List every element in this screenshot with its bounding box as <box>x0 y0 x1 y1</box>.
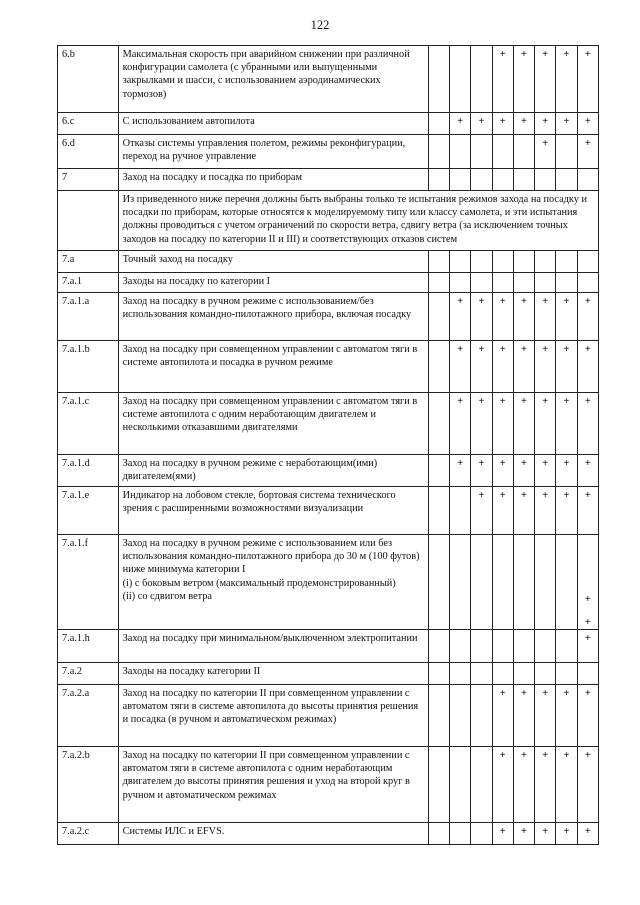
mark-cell: + <box>556 747 577 823</box>
table-row <box>58 169 599 191</box>
mark-cell: + <box>513 113 534 135</box>
mark-cell: + <box>450 293 471 341</box>
row-description: Заход на посадку при минимальном/выключенном электропитании <box>118 630 428 663</box>
mark-cell: + <box>535 46 556 113</box>
mark-cell <box>471 169 492 191</box>
mark-cell <box>535 273 556 293</box>
mark-cell <box>471 747 492 823</box>
mark-cell: + <box>471 113 492 135</box>
row-code <box>58 191 119 251</box>
mark-cell: + <box>450 393 471 455</box>
mark-cell: + <box>556 685 577 747</box>
mark-cell <box>513 251 534 273</box>
row-description: Заходы на посадку по категории I <box>118 273 428 293</box>
mark-cell <box>428 251 449 273</box>
mark-cell: + <box>535 113 556 135</box>
mark-cell: + <box>513 487 534 535</box>
row-code: 7.a.1 <box>58 273 119 293</box>
mark-cell: + <box>535 455 556 487</box>
mark-cell <box>471 823 492 845</box>
mark-cell: + <box>577 341 598 393</box>
mark-cell: + <box>492 46 513 113</box>
mark-cell <box>471 663 492 685</box>
mark-cell: + <box>556 487 577 535</box>
mark-cell <box>471 46 492 113</box>
row-description: Заход на посадку в ручном режиме с использованием или без использования командно-пилотажного прибора до 30 м (100 футов) ниже минимума категории I (i) с боковым ветром (максимальный продемонстрированный) (ii) со сдвигом ветра <box>118 535 428 630</box>
table-row <box>58 191 599 251</box>
mark-cell: + <box>577 487 598 535</box>
mark-cell: + <box>556 293 577 341</box>
mark-cell: + <box>577 135 598 169</box>
table-row <box>58 46 599 113</box>
mark-cell: + <box>471 293 492 341</box>
mark-cell <box>450 46 471 113</box>
table-row <box>58 487 599 535</box>
mark-cell <box>492 251 513 273</box>
row-description: Индикатор на лобовом стекле, бортовая система технического зрения с расширенными возможностями визуализации <box>118 487 428 535</box>
mark-cell: + <box>513 747 534 823</box>
mark-cell <box>577 273 598 293</box>
mark-cell: + + <box>577 535 598 630</box>
mark-cell <box>577 663 598 685</box>
mark-cell <box>450 823 471 845</box>
mark-cell: + <box>577 113 598 135</box>
mark-cell: + <box>492 113 513 135</box>
table-body <box>58 46 599 845</box>
row-description: Заход на посадку по категории II при совмещенном управлении с автоматом тяги в системе автопилота до высоты принятия решения и посадка (в ручном и автоматическом режимах) <box>118 685 428 747</box>
mark-cell <box>428 455 449 487</box>
row-description: Заход на посадку при совмещенном управлении с автоматом тяги в системе автопилота с одним неработающим двигателем и несколькими отказавшими двигателями <box>118 393 428 455</box>
table-row <box>58 293 599 341</box>
row-code: 6.d <box>58 135 119 169</box>
mark-cell <box>428 685 449 747</box>
row-description: Системы ИЛС и EFVS. <box>118 823 428 845</box>
mark-cell: + <box>556 393 577 455</box>
row-code: 7.a.2.a <box>58 685 119 747</box>
mark-cell: + <box>556 823 577 845</box>
row-description: С использованием автопилота <box>118 113 428 135</box>
mark-cell: + <box>450 341 471 393</box>
mark-cell <box>428 393 449 455</box>
mark-cell <box>428 293 449 341</box>
mark-cell <box>513 535 534 630</box>
mark-cell: + <box>577 630 598 663</box>
mark-cell: + <box>450 455 471 487</box>
mark-cell: + <box>492 747 513 823</box>
mark-cell <box>428 663 449 685</box>
table-row <box>58 251 599 273</box>
row-description: Точный заход на посадку <box>118 251 428 273</box>
mark-cell <box>428 747 449 823</box>
mark-cell: + <box>492 293 513 341</box>
mark-cell: + <box>471 455 492 487</box>
mark-cell <box>513 630 534 663</box>
mark-cell <box>471 630 492 663</box>
mark-cell <box>450 685 471 747</box>
mark-cell <box>513 169 534 191</box>
mark-cell: + <box>535 747 556 823</box>
mark-cell: + <box>513 393 534 455</box>
mark-cell <box>450 251 471 273</box>
row-description: Отказы системы управления полетом, режимы реконфигурации, переход на ручное управление <box>118 135 428 169</box>
row-description: Заход на посадку при совмещенном управлении с автоматом тяги в системе автопилота и посадка в ручном режиме <box>118 341 428 393</box>
row-description: Заход на посадку в ручном режиме с использованием/без использования командно-пилотажного прибора, включая посадку <box>118 293 428 341</box>
row-code: 7 <box>58 169 119 191</box>
mark-cell <box>556 135 577 169</box>
table-row <box>58 663 599 685</box>
mark-cell <box>450 487 471 535</box>
mark-cell: + <box>535 487 556 535</box>
mark-cell <box>556 169 577 191</box>
table-row <box>58 393 599 455</box>
mark-cell <box>556 630 577 663</box>
mark-cell <box>428 169 449 191</box>
row-code: 6.c <box>58 113 119 135</box>
row-description: Заход на посадку по категории II при совмещенном управлении с автоматом тяги в системе автопилота с одним неработающим двигателем до высоты принятия решения и уход на второй круг в ручном и автоматическом режимах <box>118 747 428 823</box>
row-code: 7.a.1.c <box>58 393 119 455</box>
mark-cell <box>450 169 471 191</box>
mark-cell <box>513 273 534 293</box>
mark-cell <box>428 273 449 293</box>
mark-cell <box>492 663 513 685</box>
table-row <box>58 747 599 823</box>
table-row <box>58 135 599 169</box>
mark-cell: + <box>492 393 513 455</box>
mark-cell <box>450 663 471 685</box>
row-code: 7.a <box>58 251 119 273</box>
mark-cell <box>428 113 449 135</box>
mark-cell: + <box>535 135 556 169</box>
table-row <box>58 273 599 293</box>
mark-cell <box>556 535 577 630</box>
table-row <box>58 341 599 393</box>
mark-cell <box>556 273 577 293</box>
row-code: 7.a.1.b <box>58 341 119 393</box>
mark-cell: + <box>513 823 534 845</box>
row-code: 6.b <box>58 46 119 113</box>
mark-cell <box>450 135 471 169</box>
mark-cell: + <box>577 46 598 113</box>
mark-cell <box>450 630 471 663</box>
mark-cell: + <box>577 455 598 487</box>
table-row <box>58 455 599 487</box>
mark-cell <box>428 630 449 663</box>
mark-cell <box>577 169 598 191</box>
mark-cell <box>535 663 556 685</box>
table-row <box>58 113 599 135</box>
mark-cell <box>492 535 513 630</box>
mark-cell: + <box>450 113 471 135</box>
mark-cell: + <box>535 293 556 341</box>
mark-cell <box>471 273 492 293</box>
mark-cell: + <box>577 747 598 823</box>
mark-cell <box>577 251 598 273</box>
mark-cell: + <box>513 455 534 487</box>
mark-cell <box>428 135 449 169</box>
mark-cell <box>513 135 534 169</box>
mark-cell <box>535 630 556 663</box>
mark-cell: + <box>513 341 534 393</box>
mark-cell: + <box>577 293 598 341</box>
mark-cell <box>450 273 471 293</box>
mark-cell: + <box>577 393 598 455</box>
mark-cell <box>535 169 556 191</box>
mark-cell: + <box>556 341 577 393</box>
row-description: Максимальная скорость при аварийном снижении при различной конфигурации самолета (с убранными или выпущенными закрылками и шасси, с использованием аэродинамических тормозов) <box>118 46 428 113</box>
mark-cell <box>428 46 449 113</box>
mark-cell: + <box>492 487 513 535</box>
mark-cell <box>428 823 449 845</box>
mark-cell: + <box>535 823 556 845</box>
mark-cell <box>492 135 513 169</box>
mark-cell: + <box>535 685 556 747</box>
mark-cell <box>471 135 492 169</box>
mark-cell <box>492 630 513 663</box>
mark-cell: + <box>471 341 492 393</box>
row-code: 7.a.1.h <box>58 630 119 663</box>
row-code: 7.a.2 <box>58 663 119 685</box>
mark-cell: + <box>471 393 492 455</box>
row-code: 7.a.2.b <box>58 747 119 823</box>
row-code: 7.a.2.c <box>58 823 119 845</box>
page-number: 122 <box>310 18 330 32</box>
mark-cell <box>471 251 492 273</box>
mark-cell: + <box>577 685 598 747</box>
row-description: Заход на посадку в ручном режиме с неработающим(ими) двигателем(ями) <box>118 455 428 487</box>
mark-cell: + <box>492 455 513 487</box>
table-row <box>58 535 599 630</box>
mark-cell <box>492 169 513 191</box>
table-row <box>58 823 599 845</box>
mark-cell: + <box>492 341 513 393</box>
mark-cell: + <box>556 113 577 135</box>
mark-cell: + <box>471 487 492 535</box>
row-code: 7.a.1.e <box>58 487 119 535</box>
mark-cell <box>428 535 449 630</box>
row-note: Из приведенного ниже перечня должны быть выбраны только те испытания режимов захода на посадку и посадки по приборам, которые относятся к моделируемому типу или классу самолета, и эти испытания должны проводиться с учетом ограничений по скорости ветра, сдвигу ветра (за исключением точных заходов на посадку по категории II и III) и соответствующих отказов систем <box>118 191 598 251</box>
table-row <box>58 630 599 663</box>
mark-cell <box>471 685 492 747</box>
row-description: Заходы на посадку категории II <box>118 663 428 685</box>
mark-cell: + <box>513 46 534 113</box>
mark-cell <box>556 663 577 685</box>
mark-cell: + <box>513 293 534 341</box>
mark-cell <box>535 251 556 273</box>
mark-cell <box>471 535 492 630</box>
row-code: 7.a.1.d <box>58 455 119 487</box>
mark-cell: + <box>513 685 534 747</box>
mark-cell: + <box>556 455 577 487</box>
table-row <box>58 685 599 747</box>
mark-cell: + <box>492 823 513 845</box>
mark-cell: + <box>535 393 556 455</box>
row-description: Заход на посадку и посадка по приборам <box>118 169 428 191</box>
mark-cell: + <box>556 46 577 113</box>
row-code: 7.a.1.f <box>58 535 119 630</box>
mark-cell <box>428 487 449 535</box>
mark-cell: + <box>577 823 598 845</box>
mark-cell <box>428 341 449 393</box>
mark-cell: + <box>535 341 556 393</box>
row-code: 7.a.1.a <box>58 293 119 341</box>
mark-cell: + <box>492 685 513 747</box>
requirements-table <box>57 45 599 845</box>
mark-cell <box>556 251 577 273</box>
mark-cell <box>450 747 471 823</box>
mark-cell <box>513 663 534 685</box>
mark-cell <box>492 273 513 293</box>
mark-cell <box>450 535 471 630</box>
mark-cell <box>535 535 556 630</box>
